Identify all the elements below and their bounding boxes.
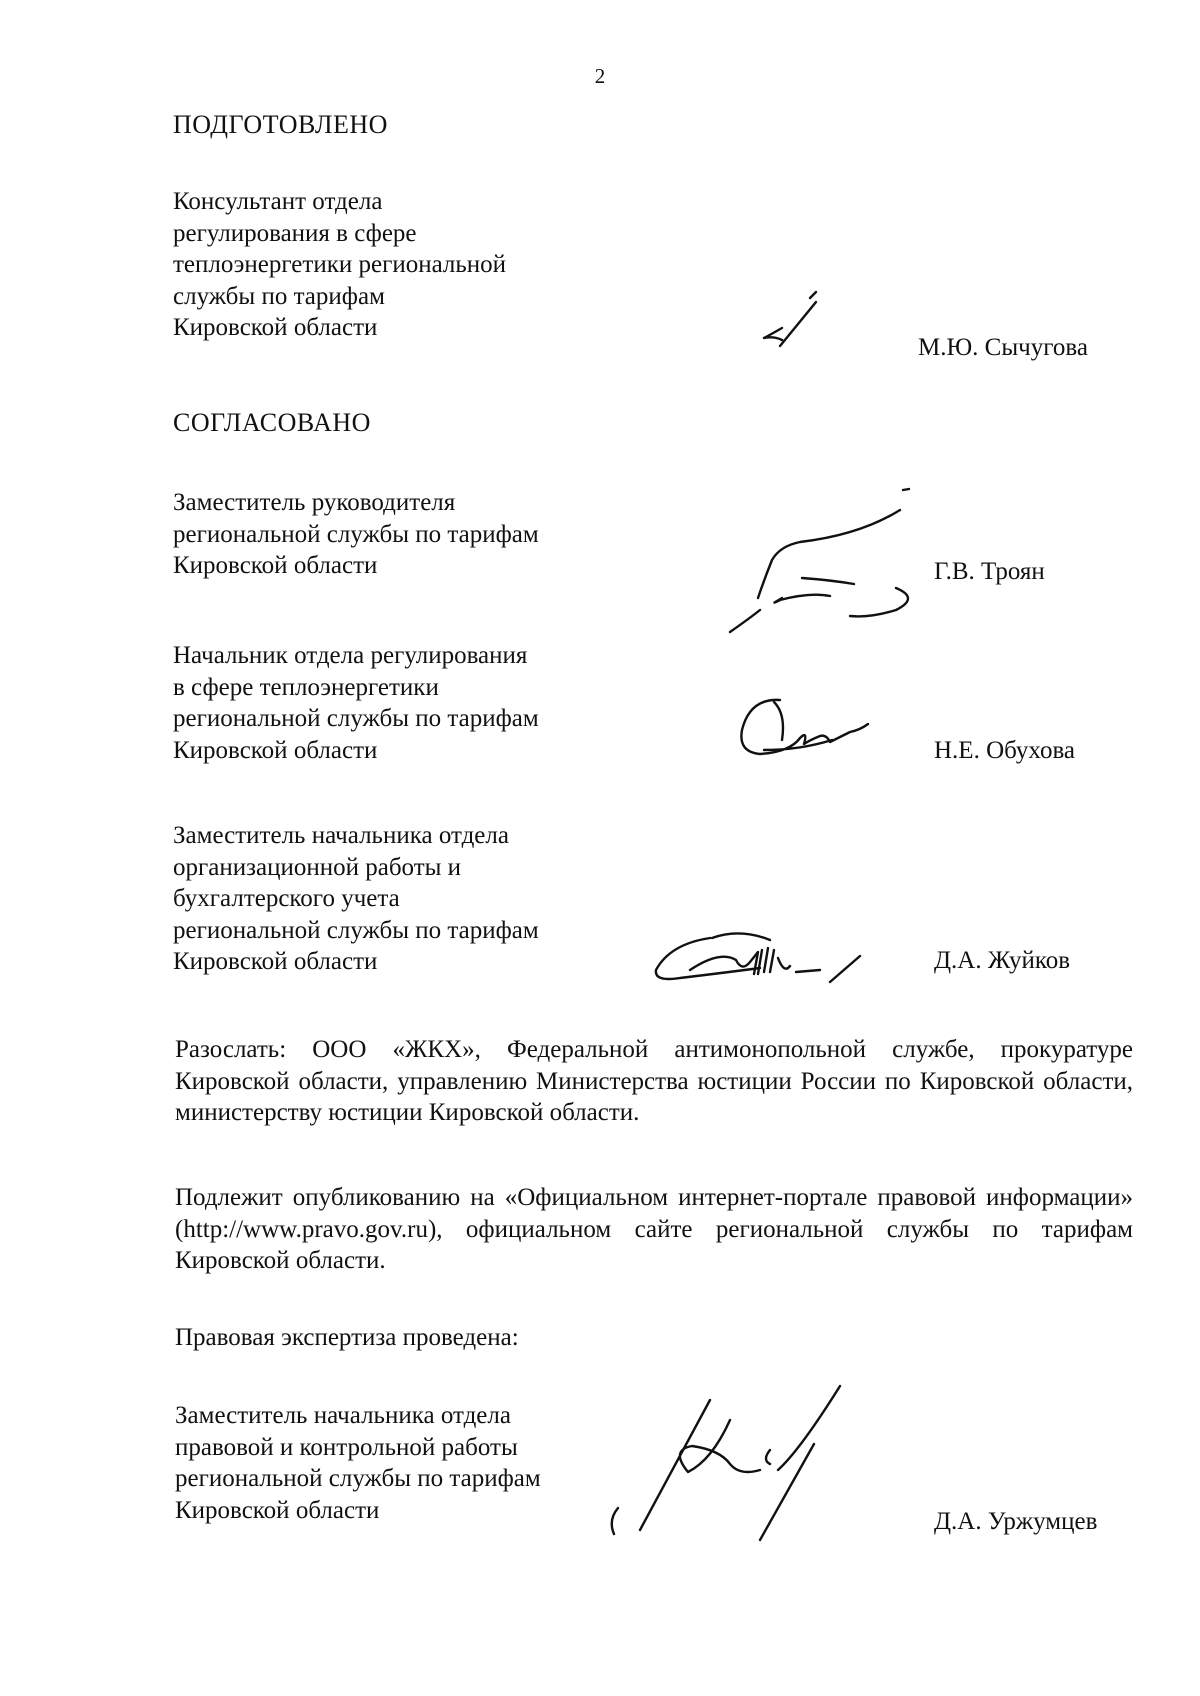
signer-name: М.Ю. Сычугова (918, 334, 1088, 361)
publication-paragraph: Подлежит опубликованию на «Официальном интернет-портале правовой информации» (http://www.pravo.gov.ru), официальном сайте региональной службы по тарифам Кировской области. (175, 1184, 1133, 1274)
position-line: Кировской области (173, 948, 378, 975)
position-line: бухгалтерского учета (173, 885, 400, 912)
position-line: Кировской области (173, 552, 378, 579)
signer-name: Д.А. Уржумцев (934, 1508, 1098, 1535)
position-line: Кировской области (175, 1496, 380, 1524)
position-line: Консультант отдела (173, 188, 383, 215)
approver-position (173, 487, 539, 582)
signer-name: Н.Е. Обухова (934, 737, 1076, 764)
position-line: теплоэнергетики региональной (173, 251, 507, 278)
approver-position (173, 820, 539, 978)
prepared-position (173, 186, 506, 344)
position-line: Заместитель начальника отдела (175, 1402, 511, 1429)
distribution-paragraph: Разослать: ООО «ЖКХ», Федеральной антимонопольной службе, прокуратуре Кировской области, управлению Министерства юстиции России по Кировской области, министерству юстиции Кировской области. (175, 1036, 1133, 1126)
signature-urzhumtsev-icon (600, 1380, 900, 1550)
signer-name: Д.А. Жуйков (934, 947, 1071, 974)
legal-review-heading: Правовая экспертиза проведена: (175, 1324, 519, 1351)
signature-troyan-icon (720, 480, 920, 640)
position-line: Заместитель руководителя (173, 489, 456, 516)
position-line: Кировской области (173, 314, 378, 341)
position-line: организационной работы и (173, 853, 462, 881)
signature-obukhova-icon (730, 690, 880, 770)
position-line: в сфере теплоэнергетики (173, 673, 439, 701)
position-line: Кировской области (173, 736, 378, 764)
signature-sychugova-icon (760, 290, 840, 360)
position-line: региональной службы по тарифам (175, 1465, 541, 1492)
position-line: региональной службы по тарифам (173, 520, 539, 548)
approved-heading: СОГЛАСОВАНО (173, 408, 371, 437)
position-line: регулирования в сфере (173, 219, 417, 247)
legal-review-position (175, 1400, 541, 1526)
position-line: Заместитель начальника отдела (173, 822, 509, 849)
approver-position (173, 640, 539, 766)
page-number: 2 (594, 64, 606, 88)
position-line: региональной службы по тарифам (173, 916, 539, 944)
prepared-heading: ПОДГОТОВЛЕНО (173, 110, 388, 139)
position-line: службы по тарифам (173, 282, 385, 310)
position-line: региональной службы по тарифам (173, 705, 539, 732)
signer-name: Г.В. Троян (934, 558, 1045, 585)
position-line: правовой и контрольной работы (175, 1433, 518, 1461)
signature-zhuikov-icon (650, 922, 890, 1002)
position-line: Начальник отдела регулирования (173, 642, 528, 669)
